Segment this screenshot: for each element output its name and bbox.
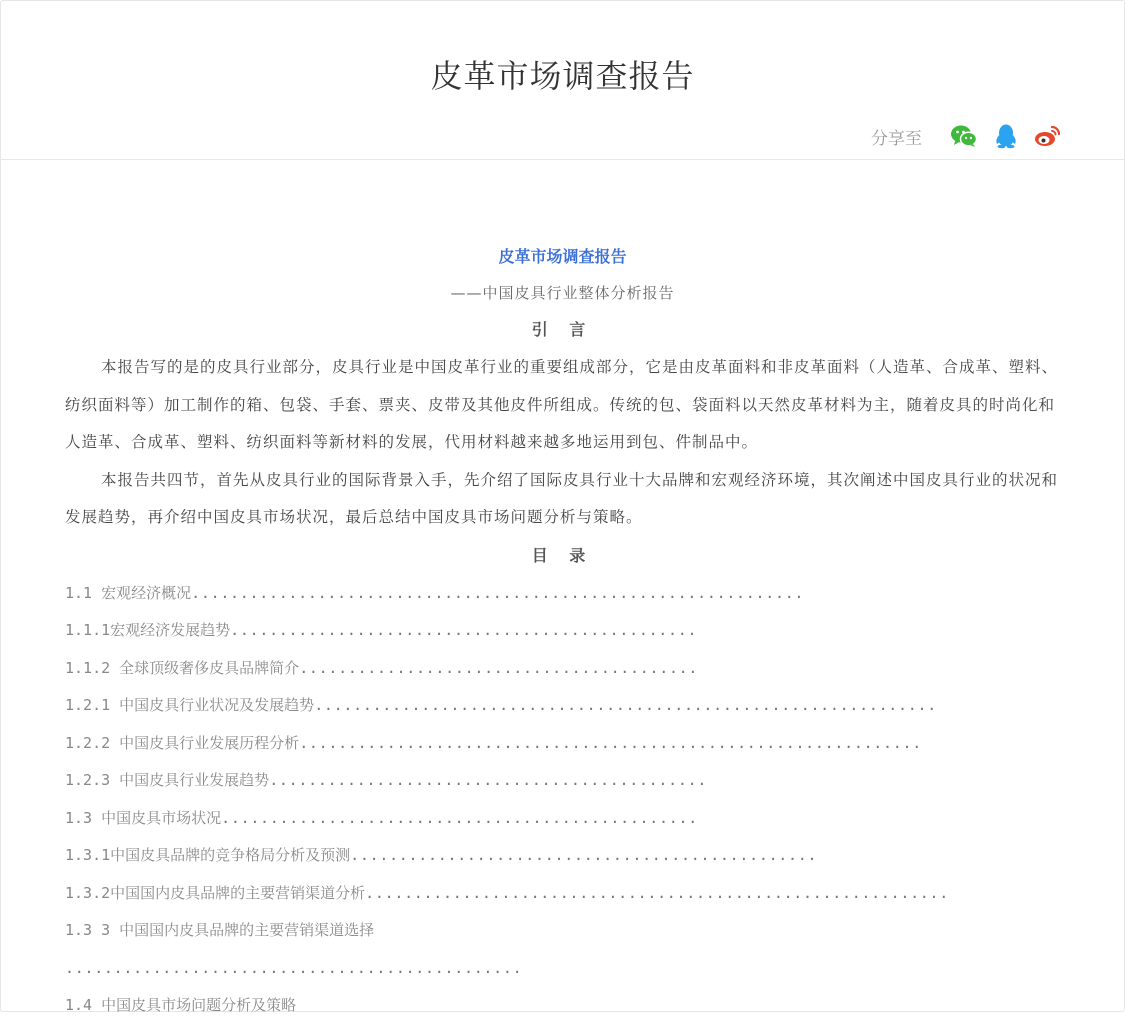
toc-item[interactable] <box>65 687 1060 725</box>
toc-item-label: 1.3 中国皮具市场状况 <box>65 808 222 827</box>
toc-item-label: 1.3 3 中国国内皮具品牌的主要营销渠道选择 <box>65 921 375 939</box>
toc-item-dots: ................................................................ <box>314 696 937 714</box>
share-label: 分享至 <box>871 128 922 149</box>
weibo-icon[interactable] <box>1034 123 1062 149</box>
toc-item[interactable] <box>65 612 1060 650</box>
toc-item-dots: ................................................. <box>221 808 698 827</box>
intro-heading: 引 言 <box>531 320 594 339</box>
toc-item-dots: ................................................................ <box>299 733 922 752</box>
toc-item-label: 1.1.2 全球顶级奢侈皮具品牌简介 <box>65 658 300 677</box>
toc-item-dots: ................................................ <box>230 621 698 639</box>
toc-item-label: 1.3.2中国国内皮具品牌的主要营销渠道分析 <box>65 883 366 902</box>
toc-item-dots: ................................................ <box>350 846 818 864</box>
toc-item[interactable] <box>65 575 1060 613</box>
document-title: 皮革市场调查报告 <box>498 247 627 266</box>
wechat-icon[interactable] <box>950 123 978 149</box>
toc-item-dots: ............................................................... <box>191 583 805 602</box>
toc-item-label: 1.2.2 中国皮具行业发展历程分析 <box>65 733 300 752</box>
page-title: 皮革市场调查报告 <box>430 57 695 95</box>
toc-item-label: 1.2.3 中国皮具行业发展趋势 <box>65 771 270 789</box>
article-header <box>1 1 1124 160</box>
toc-item[interactable] <box>65 650 1060 688</box>
article-content <box>65 239 1060 1025</box>
document-subtitle: ——中国皮具行业整体分析报告 <box>450 284 675 302</box>
toc-item-label: 1.1 宏观经济概况 <box>65 583 192 602</box>
intro-paragraph: 本报告写的是的皮具行业部分，皮具行业是中国皮革行业的重要组成部分，它是由皮革面料和非皮革面料（人造革、合成革、塑料、纺织面料等）加工制作的箱、包袋、手套、票夹、皮带及其他皮件所组成。传统的包、袋面料以天然皮革材料为主，随着皮具的时尚化和人造革、合成革、塑料、纺织面料等新材料的发展，代用材料越来越多地运用到包、件制品中。 <box>65 358 1059 451</box>
share-bar <box>871 121 1062 151</box>
toc-item-dots: ......................................... <box>299 658 699 677</box>
qq-icon[interactable] <box>992 123 1020 149</box>
toc-item[interactable] <box>65 762 1060 800</box>
toc-item-dots: ............................................. <box>269 771 708 789</box>
toc-item-dots: ............................................................ <box>365 883 950 902</box>
table-of-contents <box>65 575 1060 1025</box>
toc-item[interactable] <box>65 837 1060 875</box>
toc-item[interactable] <box>65 800 1060 838</box>
toc-item-label: 1.3.1中国皮具品牌的竞争格局分析及预测 <box>65 846 351 864</box>
toc-item[interactable] <box>65 950 1060 988</box>
toc-item-label: 1.2.1 中国皮具行业状况及发展趋势 <box>65 696 315 714</box>
toc-item[interactable] <box>65 987 1060 1025</box>
toc-item[interactable] <box>65 912 1060 950</box>
toc-item[interactable] <box>65 875 1060 913</box>
toc-item-label: 1.1.1宏观经济发展趋势 <box>65 621 231 639</box>
toc-item[interactable] <box>65 725 1060 763</box>
intro-paragraph: 本报告共四节，首先从皮具行业的国际背景入手，先介绍了国际皮具行业十大品牌和宏观经济环境，其次阐述中国皮具行业的状况和发展趋势，再介绍中国皮具市场状况，最后总结中国皮具市场问题分析与策略。 <box>65 470 1059 526</box>
toc-item-dots: ............................................... <box>65 958 523 977</box>
toc-heading: 目 录 <box>531 545 594 565</box>
toc-item-label: 1.4 中国皮具市场问题分析及策略 <box>65 996 297 1014</box>
